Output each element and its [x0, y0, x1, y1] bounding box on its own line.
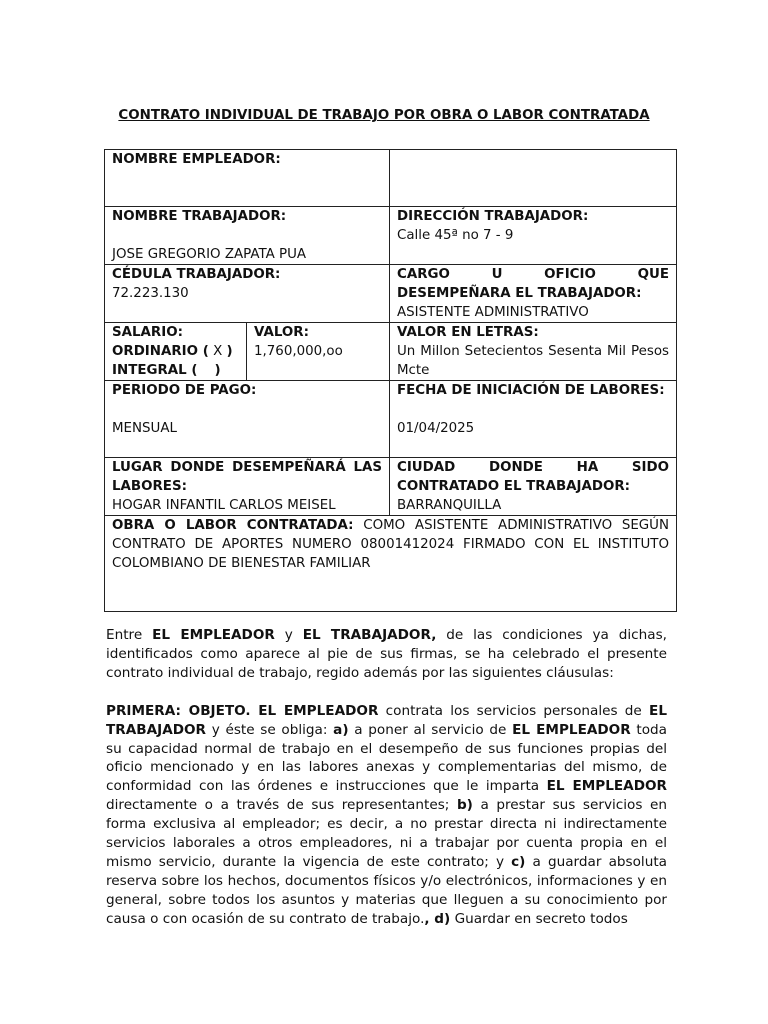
salary-integral-close: ) [214, 363, 221, 378]
table-row [105, 323, 677, 381]
work-label: OBRA O LABOR CONTRATADA: [112, 518, 354, 533]
intro-paragraph [106, 626, 667, 683]
amount-words-label: VALOR EN LETRAS: [397, 325, 539, 340]
table-row [105, 381, 677, 458]
intro-bold: EL EMPLEADOR [152, 627, 275, 643]
clause-text: a poner al servicio de [348, 721, 513, 738]
salary-type-cell [105, 323, 247, 381]
id-cell [105, 265, 390, 323]
start-date-value: 01/04/2025 [397, 421, 475, 436]
document-title: CONTRATO INDIVIDUAL DE TRABAJO POR OBRA O LABOR CONTRATADA [118, 108, 650, 123]
intro-text: y [274, 627, 303, 643]
amount-words-value: Un Millon Setecientos Sesenta Mil Pesos Mcte [397, 344, 669, 378]
amount-label: VALOR: [254, 325, 309, 340]
address-label: DIRECCIÓN TRABAJADOR: [397, 209, 589, 224]
position-label-line1: CARGO U OFICIO QUE [397, 267, 669, 282]
employer-cell [105, 150, 390, 207]
pay-period-value: MENSUAL [112, 421, 177, 436]
salary-integral-label: INTEGRAL ( [112, 363, 198, 378]
clause-text: contrata los servicios personales de [378, 702, 650, 719]
workplace-label: LUGAR DONDE DESEMPEÑARÁ LAS LABORES: [112, 460, 382, 494]
clause-bold: EL EMPLEADOR [546, 778, 668, 795]
amount-words-cell [390, 323, 677, 381]
position-value: ASISTENTE ADMINISTRATIVO [397, 305, 589, 320]
salary-ordinary-label: ORDINARIO ( [112, 344, 209, 359]
salary-integral-line [112, 361, 239, 380]
clause-bold: , d) [424, 910, 451, 927]
salary-label: SALARIO: [112, 325, 183, 340]
table-row [105, 265, 677, 323]
salary-ordinary-close: ) [226, 344, 233, 359]
pay-period-label: PERIODO DE PAGO: [112, 383, 257, 398]
clause-bold: a) [333, 721, 349, 738]
clause-first-paragraph [106, 702, 667, 929]
employer-label: NOMBRE EMPLEADOR: [112, 152, 281, 167]
intro-text: Entre [106, 627, 153, 643]
salary-integral-mark [197, 363, 214, 378]
intro-bold: EL TRABAJADOR, [302, 627, 437, 643]
city-value: BARRANQUILLA [397, 498, 502, 513]
id-label: CÉDULA TRABAJADOR: [112, 267, 281, 282]
empty-cell [390, 150, 677, 207]
intro-text: de las condiciones ya dichas, identificados como aparece al pie de sus firmas, se ha celebrado el presente contrato individual de trabajo, regido además por las siguientes cláusulas: [106, 627, 667, 681]
salary-ordinary-line [112, 342, 239, 361]
amount-value: 1,760,000,oo [254, 344, 343, 359]
address-value: Calle 45ª no 7 - 9 [397, 228, 514, 243]
salary-ordinary-mark: X [208, 344, 227, 359]
clause-bold: EL TRABAJADOR [106, 702, 667, 738]
workplace-cell [105, 458, 390, 516]
table-row [105, 516, 677, 612]
start-date-label: FECHA DE INICIACIÓN DE LABORES: [397, 383, 665, 398]
city-label: CIUDAD DONDE HA SIDO CONTRATADO EL TRABAJADOR: [397, 460, 669, 494]
clause-text: a prestar sus servicios en forma exclusiva al empleador; es decir, a no prestar directa ni indirectamente servicios laborales a otros empleadores, ni a trabajar por cuenta propia en el mismo servicio, durante la vigencia de este contrato; y [106, 797, 667, 870]
work-cell [105, 516, 677, 612]
position-label-line2: DESEMPEÑARA EL TRABAJADOR: [397, 286, 642, 301]
worker-value: JOSE GREGORIO ZAPATA PUA [112, 247, 307, 262]
worker-cell [105, 207, 390, 265]
worker-label: NOMBRE TRABAJADOR: [112, 209, 287, 224]
city-cell [390, 458, 677, 516]
contract-body [106, 626, 667, 929]
clause-bold: c) [511, 853, 526, 870]
clause-text: y éste se obliga: [206, 721, 334, 738]
clause-text: Guardar en secreto todos [450, 910, 628, 927]
address-cell [390, 207, 677, 265]
id-value: 72.223.130 [112, 286, 189, 301]
workplace-value: HOGAR INFANTIL CARLOS MEISEL [112, 498, 336, 513]
table-row [105, 150, 677, 207]
table-row [105, 458, 677, 516]
clause-bold: PRIMERA: OBJETO. EL EMPLEADOR [106, 702, 379, 719]
contract-info-table [104, 149, 677, 612]
start-date-cell [390, 381, 677, 458]
work-value: COMO ASISTENTE ADMINISTRATIVO SEGÚN CONTRATO DE APORTES NUMERO 08001412024 FIRMADO CON EL INSTITUTO COLOMBIANO DE BIENESTAR FAMILIAR [112, 518, 669, 571]
amount-cell [247, 323, 390, 381]
pay-period-cell [105, 381, 390, 458]
clause-text: a guardar absoluta reserva sobre los hechos, documentos físicos y/o electrónicos, informaciones y en general, sobre todos los asuntos y materias que lleguen a su conocimiento por causa o con ocasión de su contrato de trabajo. [106, 853, 667, 927]
clause-bold: b) [456, 797, 473, 814]
clause-text: toda su capacidad normal de trabajo en el desempeño de sus funciones propias del oficio mencionado y en las labores anexas y complementarias del mismo, de conformidad con las órdenes e instrucciones que le imparta [106, 721, 668, 795]
position-cell [390, 265, 677, 323]
clause-text: directamente o a través de sus representantes; [106, 797, 457, 814]
table-row [105, 207, 677, 265]
clause-bold: EL EMPLEADOR [512, 721, 631, 738]
